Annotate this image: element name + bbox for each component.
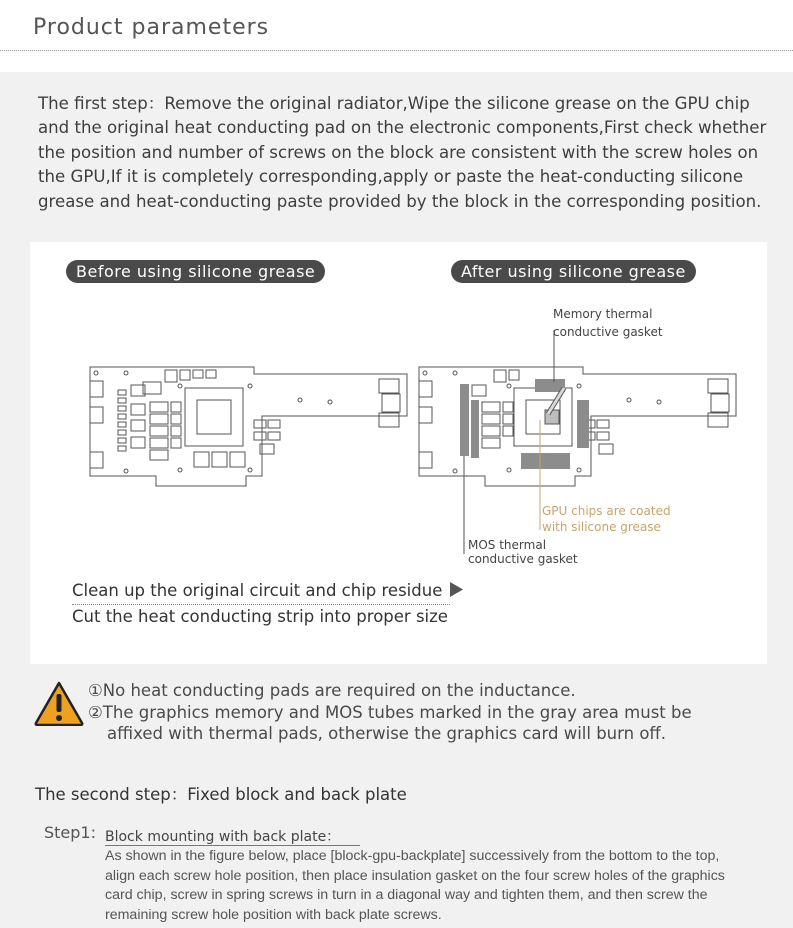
memory-callout-line2: conductive gasket: [553, 325, 663, 339]
warning-line-1: ①No heat conducting pads are required on the inductance.: [88, 681, 576, 700]
step-sub-body: As shown in the figure below, place [block-gpu-backplate] successively from the bottom to the top, align each screw hole position, then place insulation gasket on the four screw holes of the graphics card chip, screw in spring screws in turn in a diagonal way and tighten them, and then screw the remaining screw hole position with back plate screws.: [105, 848, 725, 923]
pcb-diagrams: [30, 242, 767, 664]
step-sub-title: Block mounting with back plate：: [105, 829, 341, 845]
pcb-comparison-figure: [30, 242, 767, 664]
gpu-callout-line2: with silicone grease: [542, 520, 661, 534]
warning-line-3: affixed with thermal pads, otherwise the graphics card will burn off.: [107, 724, 667, 743]
caption-cut-strip: Cut the heat conducting strip into proper size: [72, 607, 448, 626]
mos-callout-line2: conductive gasket: [468, 552, 578, 566]
page-header: [0, 0, 793, 52]
sub-title-underline: [105, 845, 360, 846]
step-sub-label: Step1:: [44, 823, 96, 842]
grease-syringe-icon: [545, 388, 564, 424]
gpu-callout-line1: GPU chips are coated: [542, 504, 671, 518]
step-two-title: The second step：Fixed block and back plate: [35, 785, 407, 804]
page-title: Product parameters: [33, 15, 270, 40]
pcb-before: [90, 367, 407, 486]
after-label: After using silicone grease: [451, 260, 696, 283]
caption-divider: [72, 604, 450, 605]
step-one-instructions: The first step：Remove the original radiator,Wipe the silicone grease on the GPU chip and the original heat conducting pad on the electronic components,First check whether the position and number of screws on the block are consistent with the screw holes on the GPU,If it is completely corresponding,apply or paste the heat-conducting silicone grease and heat-conducting paste provided by the block in the corresponding position.: [38, 94, 767, 211]
warning-line-2: ②The graphics memory and MOS tubes marked in the gray area must be: [88, 703, 692, 722]
memory-callout-line1: Memory thermal: [553, 307, 653, 321]
header-divider: [0, 50, 793, 51]
before-label: Before using silicone grease: [66, 260, 325, 283]
warning-icon: [34, 681, 84, 726]
mos-callout-line1: MOS thermal: [468, 538, 547, 552]
play-arrow-icon: [450, 582, 463, 597]
pcb-before-components: [118, 390, 181, 460]
thermal-pads-highlight: [460, 379, 589, 469]
caption-clean-up: Clean up the original circuit and chip residue: [72, 581, 463, 600]
